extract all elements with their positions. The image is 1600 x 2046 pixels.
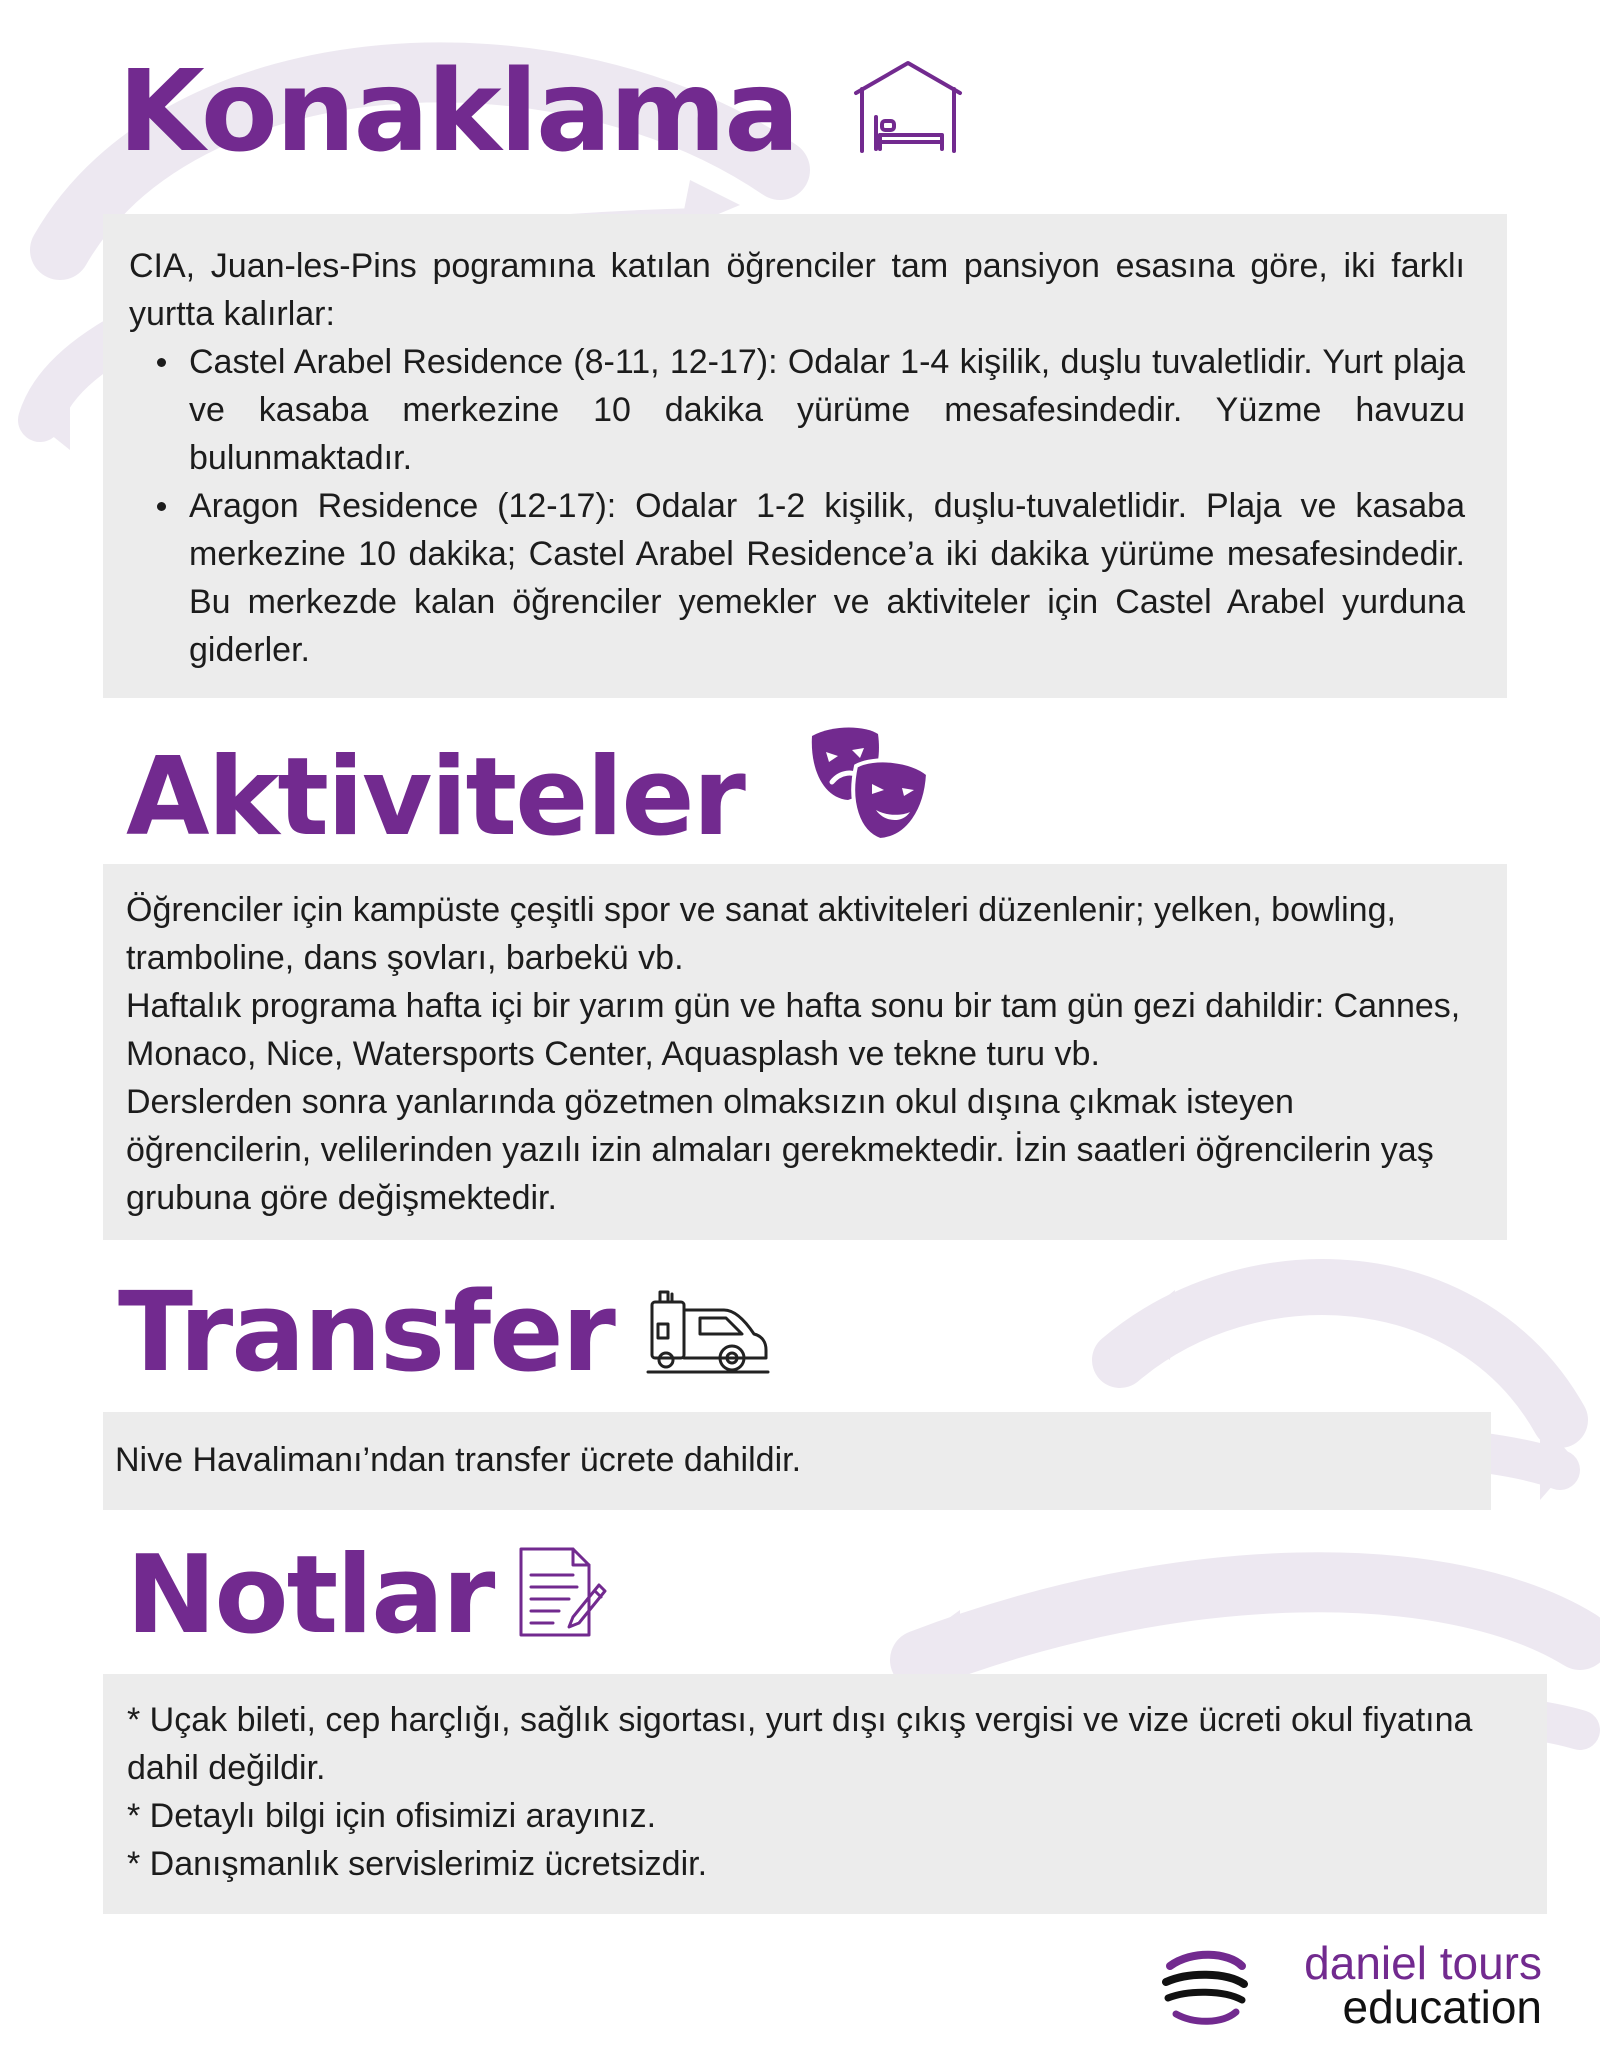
van-icon bbox=[646, 1281, 770, 1391]
notlar-title: Notlar bbox=[126, 1533, 494, 1658]
konaklama-panel bbox=[103, 214, 1507, 698]
bed-house-icon bbox=[852, 59, 964, 171]
section-heading-aktiviteler bbox=[126, 735, 932, 860]
konaklama-intro: CIA, Juan-les-Pins pogramına katılan öğrenciler tam pansiyon esasına göre, iki farklı yurtta kalırlar: bbox=[129, 247, 1465, 333]
list-item: Aragon Residence (12-17): Odalar 1-2 kişilik, duşlu-tuvaletlidir. Plaja ve kasaba merkezine 10 dakika; Castel Arabel Residence’a iki dakika yürüme mesafesindedir. Bu merkezde kalan öğrenciler yemekler ve aktiviteler için Castel Arabel yurduna giderler. bbox=[189, 482, 1465, 674]
notlar-line: * Uçak bileti, cep harçlığı, sağlık sigortası, yurt dışı çıkış vergisi ve vize ücreti okul fiyatına dahil değildir. bbox=[127, 1701, 1473, 1787]
document-pen-icon bbox=[517, 1545, 607, 1657]
konaklama-title: Konaklama bbox=[118, 47, 798, 177]
transfer-text: Nive Havalimanı’ndan transfer ücrete dahildir. bbox=[115, 1441, 802, 1479]
daniel-tours-logo bbox=[1182, 1937, 1542, 2040]
notlar-line: * Detaylı bilgi için ofisimizi arayınız. bbox=[127, 1797, 657, 1835]
aktiviteler-line: Öğrenciler için kampüste çeşitli spor ve sanat aktiviteleri düzenlenir; yelken, bowling, tramboline, dans şovları, barbekü vb. bbox=[126, 891, 1396, 977]
aktiviteler-line: Haftalık programa hafta içi bir yarım gün ve hafta sonu bir tam gün gezi dahildir: Cannes, Monaco, Nice, Watersports Center, Aquasplash ve tekne turu vb. bbox=[126, 987, 1461, 1073]
section-heading-konaklama bbox=[118, 47, 964, 177]
logo-line-1: daniel tours bbox=[1304, 1937, 1542, 1989]
transfer-title: Transfer bbox=[118, 1268, 614, 1396]
section-heading-transfer bbox=[118, 1268, 770, 1396]
transfer-panel bbox=[103, 1412, 1491, 1510]
logo-line-2: education bbox=[1342, 1981, 1542, 2033]
aktiviteler-panel bbox=[103, 864, 1507, 1240]
notlar-panel bbox=[103, 1674, 1547, 1914]
aktiviteler-line: Derslerden sonra yanlarında gözetmen olmaksızın okul dışına çıkmak isteyen öğrencilerin, velilerinden yazılı izin almaları gerekmektedir. İzin saatleri öğrencilerin yaş grubuna göre değişmektedir. bbox=[126, 1083, 1434, 1217]
konaklama-list bbox=[129, 338, 1465, 674]
globe-swoosh-icon bbox=[1162, 1948, 1248, 2026]
theater-masks-icon bbox=[808, 726, 932, 862]
section-heading-notlar bbox=[126, 1533, 607, 1658]
aktiviteler-title: Aktiviteler bbox=[126, 735, 744, 860]
notlar-line: * Danışmanlık servislerimiz ücretsizdir. bbox=[127, 1845, 708, 1883]
list-item: Castel Arabel Residence (8-11, 12-17): Odalar 1-4 kişilik, duşlu tuvaletlidir. Yurt plaja ve kasaba merkezine 10 dakika yürüme mesafesindedir. Yüzme havuzu bulunmaktadır. bbox=[189, 338, 1465, 482]
